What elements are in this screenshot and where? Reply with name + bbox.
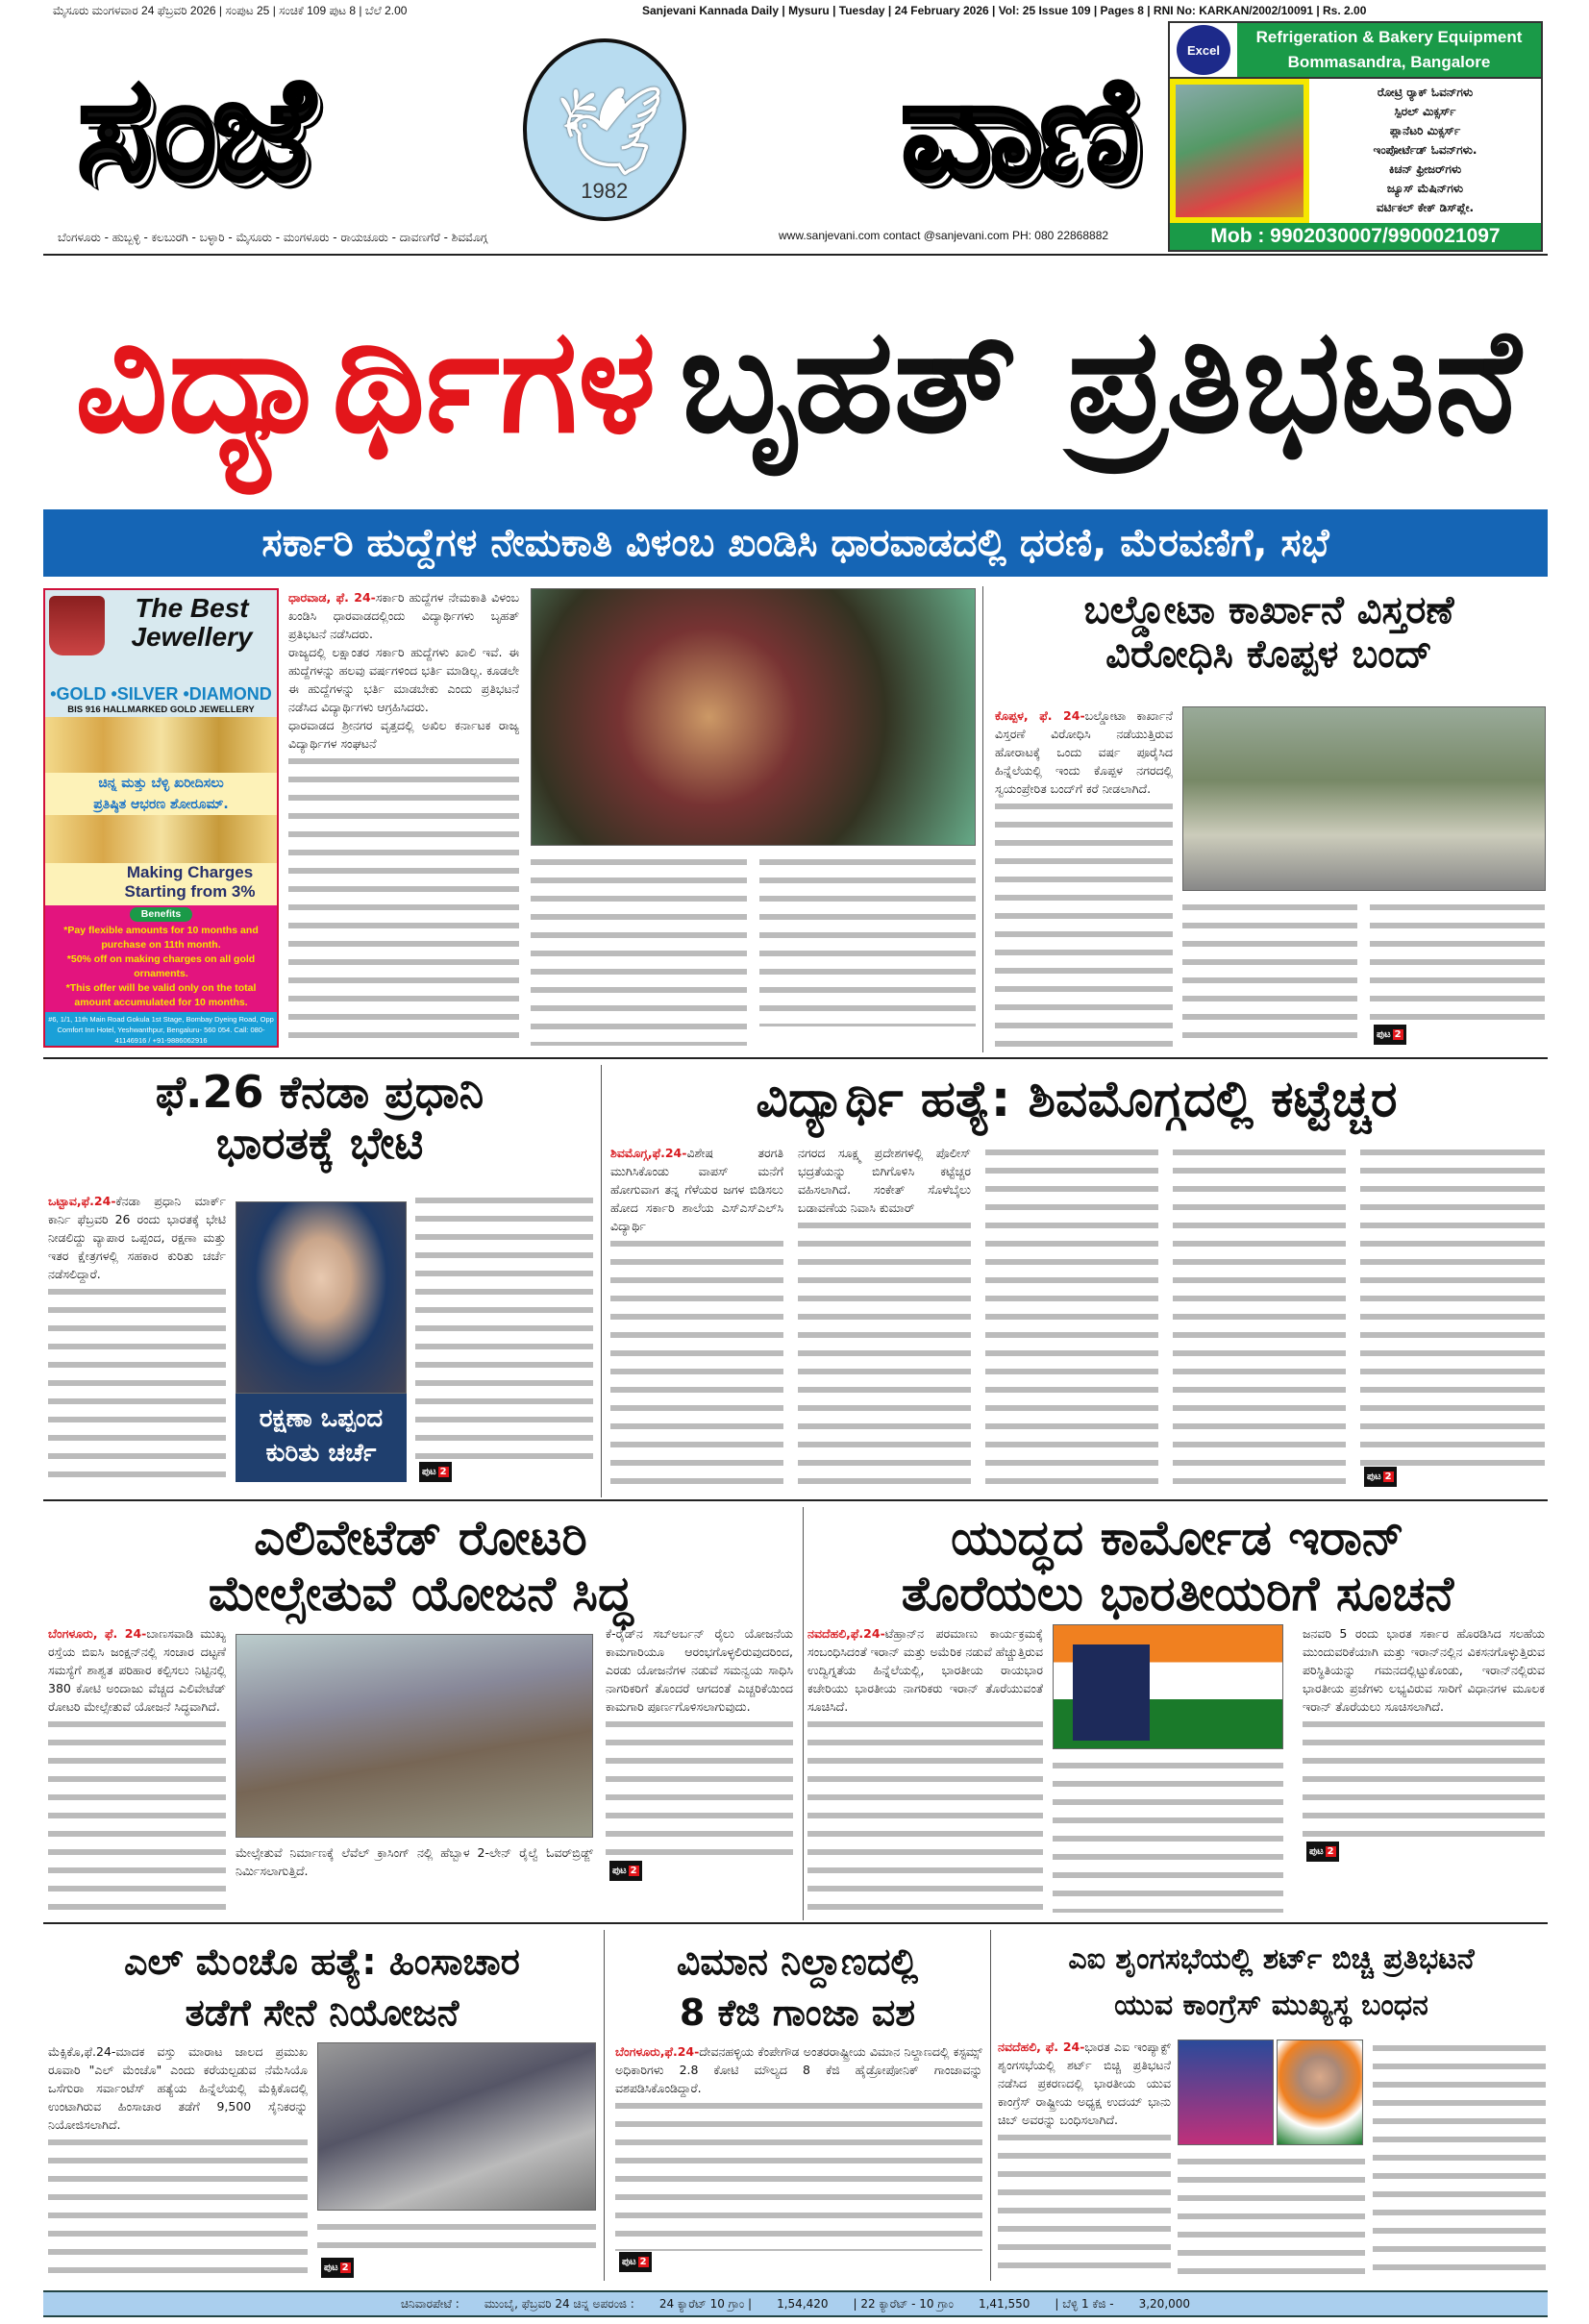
ticker-value: 3,20,000 [1138,2297,1191,2311]
ai-summit-headline-2: ಯುವ ಕಾಂಗ್ರೆಸ್ ಮುಖ್ಯಸ್ಥ ಬಂಧನ [1114,1989,1428,2022]
story-text: ರಾಜ್ಯದಲ್ಲಿ ಲಕ್ಷಾಂತರ ಸರ್ಕಾರಿ ಹುದ್ದೆಗಳು ಖಾಲಿ ಇವೆ. ಈ ಹುದ್ದೆಗಳನ್ನು ಹಲವು ವರ್ಷಗಳಿಂದ ಭರ್ತಿ ಮಾಡಿಲ್ಲ. ಕೂಡಲೇ ಈ ಹುದ್ದೆಗಳನ್ನು ಭರ್ತಿ ಮಾಡಬೇಕು ಎಂದು ಪ್ರತಿಭಟನೆ ನಡೆಸಿದ ವಿದ್ಯಾರ್ಥಿಗಳು ಆಗ್ರಹಿಸಿದರು. [288,645,519,714]
jump-to-page[interactable]: ಪುಟ 2 [321,2258,354,2278]
story-text: ಜನವರಿ 5 ರಂದು ಭಾರತ ಸರ್ಕಾರ ಹೊರಡಿಸಿದ ಸಲಹೆಯ ಮುಂದುವರಿಕೆಯಾಗಿ ಮತ್ತು ಇರಾನ್‌ನಲ್ಲಿನ ವಿಕಸನಗೊಳ್ಳುತ್ತಿರುವ ಪರಿಸ್ಥಿತಿಯನ್ನು ಗಮನದಲ್ಲಿಟ್ಟುಕೊಂಡು, ಇರಾನ್‌ನಲ್ಲಿರುವ ಭಾರತೀಯ ಪ್ರಜೆಗಳು ಲಭ್ಯವಿರುವ ಸಾರಿಗೆ ವಿಧಾನಗಳ ಮೂಲಕ ಇರಾನ್ ತೊರೆಯಲು ಸೂಚಿಸಲಾಗಿದೆ. [1303,1626,1545,1714]
koppal-column [995,706,1173,1048]
rotary-column [606,1624,793,1913]
founding-year: 1982 [581,179,629,203]
story-text: ಧಾರವಾಡದ ಶ್ರೀನಗರ ವೃತ್ತದಲ್ಲಿ ಅಖಿಲ ಕರ್ನಾಟಕ ರಾಜ್ಯ ವಿದ್ಯಾರ್ಥಿಗಳ ಸಂಘಟನೆ [288,718,519,751]
making-charges-1: Making Charges [126,863,254,881]
logo-word-left: ಸಂಜೆ [77,46,309,213]
benefit: *50% off on making charges on all gold ornaments. [66,953,256,979]
column-divider [604,1930,605,2281]
shivamogga-column [798,1144,971,1490]
congress-leader-photo [1277,2040,1363,2145]
shivamogga-column [1360,1144,1545,1490]
masthead-divider [43,254,1548,256]
lead-headline [38,271,1557,492]
ad-kannada-line-2: ಪ್ರತಿಷ್ಠಿತ ಆಭರಣ ಶೋರೂಮ್. [93,797,229,812]
crown-logo [49,596,105,655]
rotary-column [48,1624,226,1913]
story-text: ಕೆನಡಾ ಪ್ರಧಾನಿ ಮಾರ್ಕ್ ಕಾರ್ನಿ ಫೆಬ್ರವರಿ 26 ರಂದು ಭಾರತಕ್ಕೆ ಭೇಟಿ ನೀಡಲಿದ್ದು ವ್ಯಾಪಾರ ಒಪ್ಪಂದ, ರಕ್ಷಣಾ ಮತ್ತು ಇತರ ಕ್ಷೇತ್ರಗಳಲ್ಲಿ ಸಹಕಾರ ಕುರಿತು ಚರ್ಚೆ ನಡೆಸಲಿದ್ದಾರೆ. [48,1194,226,1281]
canada-headline [43,1067,596,1169]
mexico-headline-2: ತಡೆಗೆ ಸೇನೆ ನಿಯೋಜನೆ [185,1991,459,2035]
ad-item: ಸ್ಪಿರಲ್ ಮಿಕ್ಸರ್ಸ್ [1394,105,1456,118]
lead-headline-red: ವಿದ್ಯಾರ್ಥಿಗಳ [75,298,657,465]
ticker-item: ಮುಂಬೈ, ಫೆಬ್ರವರಿ 24 ಚಿನ್ನ ಅಪರಂಜಿ : [484,2296,634,2311]
railway-track-photo [236,1634,593,1838]
excel-logo: Excel [1177,25,1230,75]
edition-cities: ಬೆಂಗಳೂರು - ಹುಬ್ಬಳ್ಳಿ - ಕಲಬುರಗಿ - ಬಳ್ಳಾರಿ - ಮೈಸೂರು - ಮಂಗಳೂರು - ರಾಯಚೂರು - ದಾವಣಗೆರೆ - ಶಿವಮೊಗ್ಗ [58,231,488,244]
canada-headline-1: ಫೆ.26 ಕೆನಡಾ ಪ್ರಧಾನಿ [155,1066,484,1118]
koppal-column [1182,899,1357,1048]
jeweller-name [112,594,271,652]
dateline: ಧಾರವಾಡ, ಫೆ. 24- [288,590,376,605]
excel-advertisement [1168,21,1543,252]
indian-passport-photo [1053,1624,1283,1749]
ai-summit-headline [995,1937,1548,2029]
hallmark-line: BIS 916 HALLMARKED GOLD JEWELLERY [45,705,277,717]
masthead-logo [77,38,1134,221]
benefit: *Pay flexible amounts for 10 months and purchase on 11th month. [63,925,259,951]
jump-to-page[interactable]: ಪುಟ 2 [619,2252,652,2272]
airport-headline-1: ವಿಮಾನ ನಿಲ್ದಾಣದಲ್ಲಿ [676,1941,919,1983]
ad-item: ರೋಟ್ರಿ ರ್‍ಯಾಕ್ ಓವನ್‌ಗಳು [1377,86,1474,99]
koppal-headline-1: ಬಲ್ಡೋಟಾ ಕಾರ್ಖಾನೆ ವಿಸ್ತರಣೆ [1083,588,1454,632]
jump-to-page[interactable]: ಪುಟ 2 [419,1462,452,1482]
story-text: ಸರ್ಕಾರಿ ಹುದ್ದೆಗಳ ನೇಮಕಾತಿ ವಿಳಂಬ ಖಂಡಿಸಿ ಧಾರವಾಡದಲ್ಲಿಂದು ವಿದ್ಯಾರ್ಥಿಗಳು ಬೃಹತ್ ಪ್ರತಿಭಟನೆ ನಡೆಸಿದರು. [288,590,519,641]
ad-item: ಇಂಪೋರ್ಟೆಡ್ ಓವನ್‌ಗಳು. [1373,143,1477,157]
ticker-item: | ಬೆಳ್ಳಿ 1 ಕೆಜಿ - [1055,2296,1114,2311]
rotary-headline [43,1511,798,1621]
ad-item: ಜ್ಯೂಸ್ ಮೆಷಿನ್‌ಗಳು [1386,182,1464,195]
summit-photo [1178,2040,1274,2145]
shivamogga-column [985,1144,1158,1490]
english-issue-info: Sanjevani Kannada Daily | Mysuru | Tuesday | 24 February 2026 | Vol: 25 Issue 109 | Pages 8 | RNI No: KARKAN/2002/10091 | Rs. 2.00 [642,4,1367,17]
column-divider [803,1507,804,1920]
protest-photo [531,588,976,846]
ad-product-image [1170,79,1309,223]
ticker-item: ಚಿನಿವಾರಪೇಟೆ : [400,2296,459,2311]
mexico-column [317,2218,596,2278]
ticker-item: 24 ಕ್ಯಾರೆಟ್ 10 ಗ್ರಾಂ | [658,2296,753,2311]
mark-carney-photo [236,1201,407,1394]
canada-column [415,1192,593,1490]
dateline: ಬೆಂಗಳೂರು, ಫೆ. 24- [48,1626,147,1641]
dateline: ಮೆಕ್ಸಿಕೊ,ಫೆ.24- [48,2044,116,2059]
soldier-photo [317,2042,596,2211]
jewellery-advertisement [43,588,279,1048]
lead-subheadline: ಸರ್ಕಾರಿ ಹುದ್ದೆಗಳ ನೇಮಕಾತಿ ವಿಳಂಬ ಖಂಡಿಸಿ ಧಾರವಾಡದಲ್ಲಿ ಧರಣಿ, ಮೆರವಣಿಗೆ, ಸಭೆ [43,509,1548,577]
dove-emblem [523,38,686,221]
contact-info: www.sanjevani.com contact @sanjevani.com PH: 080 22868882 [779,229,1109,242]
jeweller-name-2: Jewellery [131,622,253,652]
dateline: ಒಟ್ಟಾವ,ಫೆ.24- [48,1194,116,1208]
mexico-headline [43,1937,601,2039]
lead-story-column [531,853,747,1046]
koppal-headline [990,588,1548,677]
ticker-item: | 22 ಕ್ಯಾರೆಟ್ - 10 ಗ್ರಾಂ [853,2296,954,2311]
story-text: ಬಾಣಸವಾಡಿ ಮುಖ್ಯ ರಸ್ತೆಯ ಬಿಐಸಿ ಜಂಕ್ಷನ್‌ನಲ್ಲಿ ಸಂಚಾರ ದಟ್ಟಣೆ ಸಮಸ್ಯೆಗೆ ಶಾಶ್ವತ ಪರಿಹಾರ ಕಲ್ಪಿಸಲು ನಿಟ್ಟಿನಲ್ಲಿ 380 ಕೋಟಿ ಅಂದಾಜು ವೆಚ್ಚದ ಎಲಿವೇಟೆಡ್ ರೋಟರಿ ಮೇಲ್ಸೇತುವೆ ಯೋಜನೆ ಸಿದ್ಧವಾಗಿದೆ. [48,1626,226,1714]
story-text: ಭಾರತ ಎಐ ಇಂಪ್ಯಾಕ್ಟ್ ಶೃಂಗಸಭೆಯಲ್ಲಿ ಶರ್ಟ್ ಬಿಚ್ಚಿ ಪ್ರತಿಭಟನೆ ನಡೆಸಿದ ಪ್ರಕರಣದಲ್ಲಿ ಭಾರತೀಯ ಯುವ ಕಾಂಗ್ರೆಸ್ ರಾಷ್ಟ್ರೀಯ ಅಧ್ಯಕ್ಷ ಉದಯ್ ಭಾನು ಚಿಬ್ ಅವರನ್ನು ಬಂಧಿಸಲಾಗಿದೆ. [998,2040,1171,2127]
ad-item: ಪ್ಲಾನೆಟರಿ ಮಿಕ್ಸರ್ಸ್ [1389,124,1461,137]
benefit: *This offer will be valid only on the total amount accumulated for 10 months. [65,982,257,1008]
story-text: ಕೆ-ರೈಡ್‌ನ ಸಬ್‌ಅರ್ಬನ್ ರೈಲು ಯೋಜನೆಯ ಕಾಮಗಾರಿಯೂ ಆರಂಭಗೊಳ್ಳಲಿರುವುದರಿಂದ, ಎರಡು ಯೋಜನೆಗಳ ನಡುವೆ ಸಮನ್ವಯ ಸಾಧಿಸಿ ನಾಗರಿಕರಿಗೆ ತೊಂದರೆ ಆಗದಂತೆ ಎಚ್ಚರಿಕೆಯಿಂದ ಕಾಮಗಾರಿ ಪೂರ್ಣಗೊಳಿಸಲಾಗುವುದು. [606,1626,793,1714]
ad-item: ವರ್ಟಿಕಲ್ ಕೇಕ್ ಡಿಸ್‌ಪ್ಲೇ. [1376,201,1475,214]
kannada-issue-info: ಮೈಸೂರು ಮಂಗಳವಾರ 24 ಫೆಬ್ರವರಿ 2026 | ಸಂಪುಟ 25 | ಸಂಚಿಕೆ 109 ಪುಟ 8 | ಬೆಲೆ 2.00 [53,4,408,17]
ticker-value: 1,54,420 [777,2297,829,2311]
iran-column [1303,1624,1545,1913]
airport-headline [608,1937,987,2039]
koppal-column [1370,899,1545,1048]
ad-title: Refrigeration & Bakery Equipment [1255,28,1523,46]
mexico-headline-1: ಎಲ್ ಮೆಂಚೊ ಹತ್ಯೆ: ಹಿಂಸಾಚಾರ [124,1941,520,1983]
making-charges-2: Starting from 3% [124,882,256,901]
lead-story-column [759,853,976,1046]
story-text: ಸಂಕೇತ್ ಸೊಳೆಬೈಲು ಬಡಾವಣೆಯ ನಿವಾಸಿ ಕುಮಾರ್ [798,1182,971,1215]
shivamogga-column [1173,1144,1346,1490]
column-divider [990,1930,991,2281]
column-divider [982,586,983,1052]
metals-line: •GOLD •SILVER •DIAMOND [45,684,277,705]
ticker-value: 1,41,550 [978,2297,1030,2311]
jewellery-image [45,717,277,773]
koppal-bandh-photo [1182,706,1546,891]
benefits-box [45,905,277,1012]
rotary-headline-2: ಮೇಲ್ಸೇತುವೆ ಯೋಜನೆ ಸಿದ್ಧ [208,1565,633,1621]
koppal-headline-2: ವಿರೋಧಿಸಿ ಕೊಪ್ಪಳ ಬಂದ್ [1105,632,1432,677]
benefits-label: Benefits [130,907,192,922]
section-divider [43,1499,1548,1501]
airport-column [615,2042,982,2278]
ad-item: ಕಿಚನ್ ಫ್ರೀಜರ್‌ಗಳು [1388,162,1462,176]
logo-word-right: ವಾಣಿ [900,46,1134,213]
jeweller-address: #6, 1/1, 11th Main Road Gokula 1st Stage, Bombay Dyeing Road, Opp Comfort Inn Hotel, Yeshwanthpur, Bengaluru- 560 054. Call: 080-41146916 / +91-9886062916 [45,1012,277,1048]
iran-headline [807,1511,1548,1621]
story-text: ಬಲ್ಡೋಟಾ ಕಾರ್ಖಾನೆ ವಿಸ್ತರಣೆ ವಿರೋಧಿಸಿ ನಡೆಯುತ್ತಿರುವ ಹೋರಾಟಕ್ಕೆ ಒಂದು ವರ್ಷ ಪೂರೈಸಿದ ಹಿನ್ನೆಲೆಯಲ್ಲಿ ಇಂದು ಕೊಪ್ಪಳ ನಗರದಲ್ಲಿ ಸ್ವಯಂಪ್ರೇರಿತ ಬಂದ್‌ಗೆ ಕರೆ ನೀಡಲಾಗಿದೆ. [995,708,1173,796]
jump-to-page[interactable]: ಪುಟ 2 [1306,1842,1339,1862]
canada-headline-2: ಭಾರತಕ್ಕೆ ಭೇಟಿ [215,1116,424,1169]
iran-column [807,1624,1043,1913]
ai-summit-headline-1: ಎಐ ಶೃಂಗಸಭೆಯಲ್ಲಿ ಶರ್ಟ್ ಬಿಚ್ಚಿ ಪ್ರತಿಭಟನೆ [1068,1942,1475,1976]
dateline: ನವದೆಹಲಿ, ಫೆ. 24- [998,2040,1085,2054]
iran-headline-2: ತೊರೆಯಲು ಭಾರತೀಯರಿಗೆ ಸೂಚನೆ [901,1565,1454,1621]
ad-location: Bommasandra, Bangalore [1287,53,1491,71]
section-divider [43,1057,1548,1059]
lead-story-column [288,588,519,1050]
story-text: ದೇವನಹಳ್ಳಿಯ ಕೆಂಪೇಗೌಡ ಅಂತರರಾಷ್ಟ್ರೀಯ ವಿಮಾನ ನಿಲ್ದಾಣದಲ್ಲಿ ಕಸ್ಟಮ್ಸ್ ಅಧಿಕಾರಿಗಳು 2.8 ಕೋಟಿ ಮೌಲ್ಯದ 8 ಕೆಜಿ ಹೈಡ್ರೋಪೋನಿಕ್ ಗಾಂಜಾವನ್ನು ವಶಪಡಿಸಿಕೊಂಡಿದ್ದಾರೆ. [615,2044,982,2095]
dateline: ಕೊಪ್ಪಳ, ಫೆ. 24- [995,708,1085,723]
dove-icon: 🕊 [555,81,665,182]
passport-icon [1073,1644,1150,1741]
ad-product-list [1309,79,1541,223]
ai-summit-column [998,2038,1171,2278]
photo-caption: ಮೇಲ್ಸೇತುವೆ ನಿರ್ಮಾಣಕ್ಕೆ ಲೆವೆಲ್ ಕ್ರಾಸಿಂಗ್ ನಲ್ಲಿ ಹೆಬ್ಬಾಳ 2-ಲೇನ್ ರೈಲ್ವೆ ಓವರ್‌ಬ್ರಿಡ್ಜ್ ನಿರ್ಮಿಸಲಾಗುತ್ತಿದೆ. [236,1845,593,1878]
jewellery-image-2 [45,815,277,863]
ai-summit-column [1178,2153,1365,2278]
rotary-headline-1: ಎಲಿವೇಟೆಡ್ ರೋಟರಿ [254,1510,587,1566]
iran-headline-1: ಯುದ್ಧದ ಕಾರ್ಮೋಡ ಇರಾನ್ [951,1510,1404,1566]
mexico-column [48,2042,308,2278]
story-text: ಟೆಹ್ರಾನ್‌ನ ಪರಮಾಣು ಕಾರ್ಯಕ್ರಮಕ್ಕೆ ಸಂಬಂಧಿಸಿದಂತೆ ಇರಾನ್ ಮತ್ತು ಅಮೆರಿಕ ನಡುವೆ ಹೆಚ್ಚುತ್ತಿರುವ ಉದ್ವಿಗ್ನತೆಯ ಹಿನ್ನೆಲೆಯಲ್ಲಿ, ಭಾರತೀಯ ರಾಯಭಾರ ಕಚೇರಿಯು ಭಾರತೀಯ ನಾಗರಿಕರು ಇರಾನ್ ತೊರೆಯುವಂತೆ ಸೂಚಿಸಿದೆ. [807,1626,1043,1714]
story-text: ನಗರದ ಸೂಕ್ಷ್ಮ ಪ್ರದೇಶಗಳಲ್ಲಿ ಪೊಲೀಸ್ ಭದ್ರತೆಯನ್ನು ಬಿಗಿಗೊಳಿಸಿ ಕಟ್ಟೆಚ್ಚರ ವಹಿಸಲಾಗಿದೆ. [798,1146,971,1197]
dateline: ಬೆಂಗಳೂರು,ಫೆ.24- [615,2044,700,2059]
photo-caption: ರಕ್ಷಣಾ ಒಪ್ಪಂದ ಕುರಿತು ಚರ್ಚೆ [236,1394,407,1482]
story-text: ಮಾದಕ ವಸ್ತು ಮಾರಾಟ ಜಾಲದ ಪ್ರಮುಖ ರೂವಾರಿ "ಎಲ್ ಮೆಂಚೊ" ಎಂದು ಕರೆಯಲ್ಪಡುವ ನೆಮೆಸಿಯೊ ಒಸೆಗುರಾ ಸರ್ವಾಂಟೆಸ್ ಹತ್ಯೆಯ ಹಿನ್ನೆಲೆಯಲ್ಲಿ ಮೆಕ್ಸಿಕೊದಲ್ಲಿ ಉಂಟಾಗಿರುವ ಹಿಂಸಾಚಾರ ತಡೆಗೆ 9,500 ಸೈನಿಕರನ್ನು ನಿಯೋಜಿಸಲಾಗಿದೆ. [48,2044,308,2132]
section-divider [43,1922,1548,1924]
airport-headline-2: 8 ಕೆಜಿ ಗಾಂಜಾ ವಶ [679,1991,916,2035]
column-divider [601,1065,602,1497]
jeweller-name-1: The Best [135,593,249,623]
ai-summit-column [1373,2040,1546,2278]
gold-rate-ticker [43,2290,1548,2317]
lead-headline-black: ಬೃಹತ್ ಪ್ರತಿಭಟನೆ [679,298,1521,465]
story-text: ವಿಶೇಷ ತರಗತಿ ಮುಗಿಸಿಕೊಂಡು ವಾಪಸ್ ಮನೆಗೆ ಹೋಗುವಾಗ ತನ್ನ ಗೆಳೆಯರ ಜಗಳ ಬಿಡಿಸಲು ಹೋದ ಸರ್ಕಾರಿ ಶಾಲೆಯ ಎಸ್‌ಎಸ್‌ಎಲ್‌ಸಿ ವಿದ್ಯಾರ್ಥಿ [610,1146,783,1233]
ad-mobile: Mob : 9902030007/9900021097 [1170,223,1541,250]
canada-column [48,1192,226,1490]
dateline: ಶಿವಮೊಗ್ಗ,ಫೆ.24- [610,1146,687,1160]
shivamogga-column [610,1144,783,1490]
jump-to-page[interactable]: ಪುಟ 2 [1374,1025,1406,1045]
jump-to-page[interactable]: ಪುಟ 2 [609,1861,642,1881]
ad-kannada-line-1: ಚಿನ್ನ ಮತ್ತು ಬೆಳ್ಳಿ ಖರೀದಿಸಲು [98,776,224,791]
shivamogga-headline: ವಿದ್ಯಾರ್ಥಿ ಹತ್ಯೆ: ಶಿವಮೊಗ್ಗದಲ್ಲಿ ಕಟ್ಟೆಚ್ಚರ [756,1071,1398,1128]
dateline-bar [0,4,1589,19]
iran-column [1053,1757,1283,1913]
dateline: ನವದೆಹಲಿ,ಫೆ.24- [807,1626,885,1641]
jump-to-page[interactable]: ಪುಟ 2 [1364,1467,1397,1487]
